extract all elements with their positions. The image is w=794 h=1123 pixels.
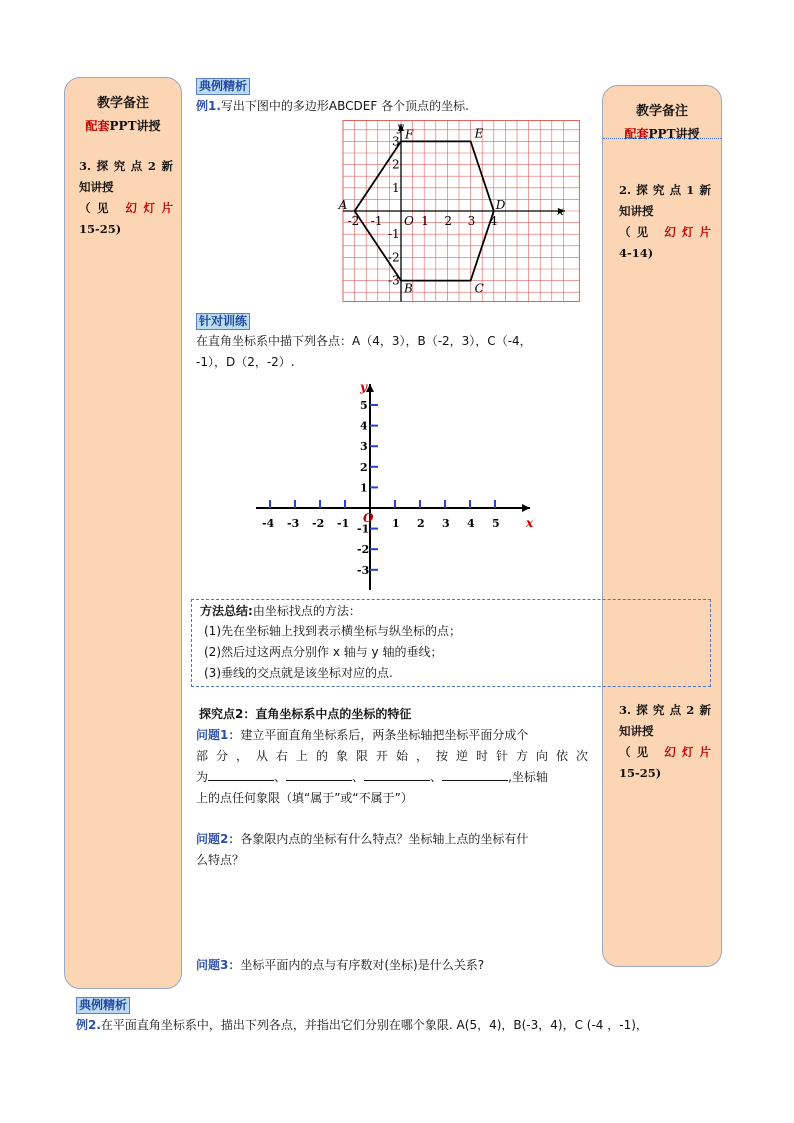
section-tag-example-2: 典例精析 [76,997,130,1014]
right-notes-sidebar [602,85,722,967]
x-tick-label: -2 [312,517,325,530]
question-1-line-3: 为 、 、 、 ,坐标轴 [196,770,548,784]
example-1-text: 例1.写出下图中的多边形ABCDEF 各个顶点的坐标. [196,99,469,113]
x-tick-label: -1 [337,517,350,530]
x-axis-arrow [522,504,530,512]
x-tick-label: 3 [467,214,476,228]
y-tick-label: -2 [388,250,400,265]
vertex-label-e: E [474,126,484,141]
x-tick-label: 1 [421,214,429,228]
left-notes-sidebar [64,77,182,989]
vertex-label-f: F [405,127,414,142]
y-tick-label: 1 [392,180,400,195]
y-tick-label: 4 [360,419,368,433]
answer-blank-2[interactable] [286,768,352,781]
example-2-text: 例2.在平面直角坐标系中，描出下列各点，并指出它们分别在哪个象限. A(5，4)，B(-3，4)，C (-4 ，-1)， [76,1018,648,1032]
y-axis-label: y [360,380,367,394]
x-tick-label: 3 [442,517,450,530]
x-axis-label: x [557,204,564,218]
x-tick-label: 1 [392,517,400,530]
figure-2-labels [262,380,534,577]
left-sidebar-note: 3.探究点2新 知讲授 （见 幻灯片 15-25) [79,159,174,236]
question-1-line-2: 部分，从右上的象限开始，按逆时针方向依次 [196,749,588,763]
figure-2-axes [256,384,530,590]
method-step-3: (3)垂线的交点就是该坐标对应的点. [204,666,393,680]
question-1-line-1: 问题1：建立平面直角坐标系后，两条坐标轴把坐标平面分成个 [196,728,529,742]
question-2-line-1: 问题2：各象限内点的坐标有什么特点？坐标轴上点的坐标有什 [196,832,529,846]
x-tick-label: -1 [370,214,383,228]
question-3: 问题3：坐标平面内的点与有序数对(坐标)是什么关系? [196,958,485,972]
y-tick-label: -1 [357,522,370,536]
practice-text-line-1: 在直角坐标系中描下列各点：A（4，3），B（-2，3），C（-4， [196,334,532,348]
vertex-label-b: B [404,281,413,296]
section-tag-practice: 针对训练 [196,313,250,330]
question-2-line-2: 么特点？ [196,853,245,867]
y-tick-label: -2 [357,543,370,557]
answer-blank-3[interactable] [364,768,430,781]
y-tick-label: 3 [360,440,368,454]
y-tick-label: -3 [357,563,370,577]
practice-text-line-2: -1），D（2，-2）. [196,355,295,369]
x-tick-label: 4 [489,214,498,228]
vertex-label-d: D [495,198,506,212]
right-sidebar-divider [603,138,721,139]
figure-2-ticks [270,405,495,570]
empty-coordinate-plane [252,378,552,593]
answer-blank-4[interactable] [442,768,508,781]
y-axis-label: y [397,120,404,134]
right-sidebar-note-2: 3.探究点2新 知讲授 （见 幻灯片 15-25) [619,703,712,780]
x-tick-label: -3 [287,517,300,530]
origin-label: O [363,511,374,525]
method-step-1: (1)先在坐标轴上找到表示横坐标与纵坐标的点； [204,624,461,638]
x-tick-label: -2 [347,214,360,228]
y-axis-arrow [366,384,374,392]
figure-1-axes [343,124,565,301]
x-tick-label: 2 [417,517,425,530]
polygon-coordinate-figure [338,120,593,302]
y-tick-label: 2 [392,157,400,172]
y-tick-label: 2 [360,460,368,474]
section-tag-example-1: 典例精析 [196,78,250,95]
right-sidebar-subtitle: 配套PPT讲授 [624,127,700,141]
right-sidebar-title: 教学备注 [635,104,688,119]
y-tick-label: 5 [360,399,368,412]
left-sidebar-subtitle: 配套PPT讲授 [85,119,161,133]
vertex-label-c: C [474,281,484,296]
method-summary-box [191,599,711,687]
method-step-2: (2)然后过这两点分别作 x 轴与 y 轴的垂线； [204,645,443,659]
y-tick-label: 3 [392,134,400,149]
section-3-heading: 探究点2：直角坐标系中点的坐标的特征 [199,707,412,721]
x-tick-label: 4 [467,517,475,530]
vertex-label-a: A [338,198,348,212]
x-tick-label: 5 [492,517,500,530]
y-tick-label: -3 [388,273,400,288]
right-sidebar-note-1: 2.探究点1新 知讲授 （见 幻灯片 4-14) [619,183,712,260]
x-tick-label: 2 [444,214,453,228]
question-1-line-4: 上的点任何象限（填“属于”或“不属于”） [196,791,413,805]
answer-blank-1[interactable] [208,768,274,781]
x-tick-label: -4 [262,517,275,530]
left-sidebar-title: 教学备注 [96,96,149,111]
origin-label: O [404,214,414,228]
x-axis-label: x [526,516,534,530]
y-tick-label: 1 [360,481,368,495]
y-tick-label: -1 [388,227,400,242]
method-title-line: 方法总结:由坐标找点的方法： [200,604,361,618]
